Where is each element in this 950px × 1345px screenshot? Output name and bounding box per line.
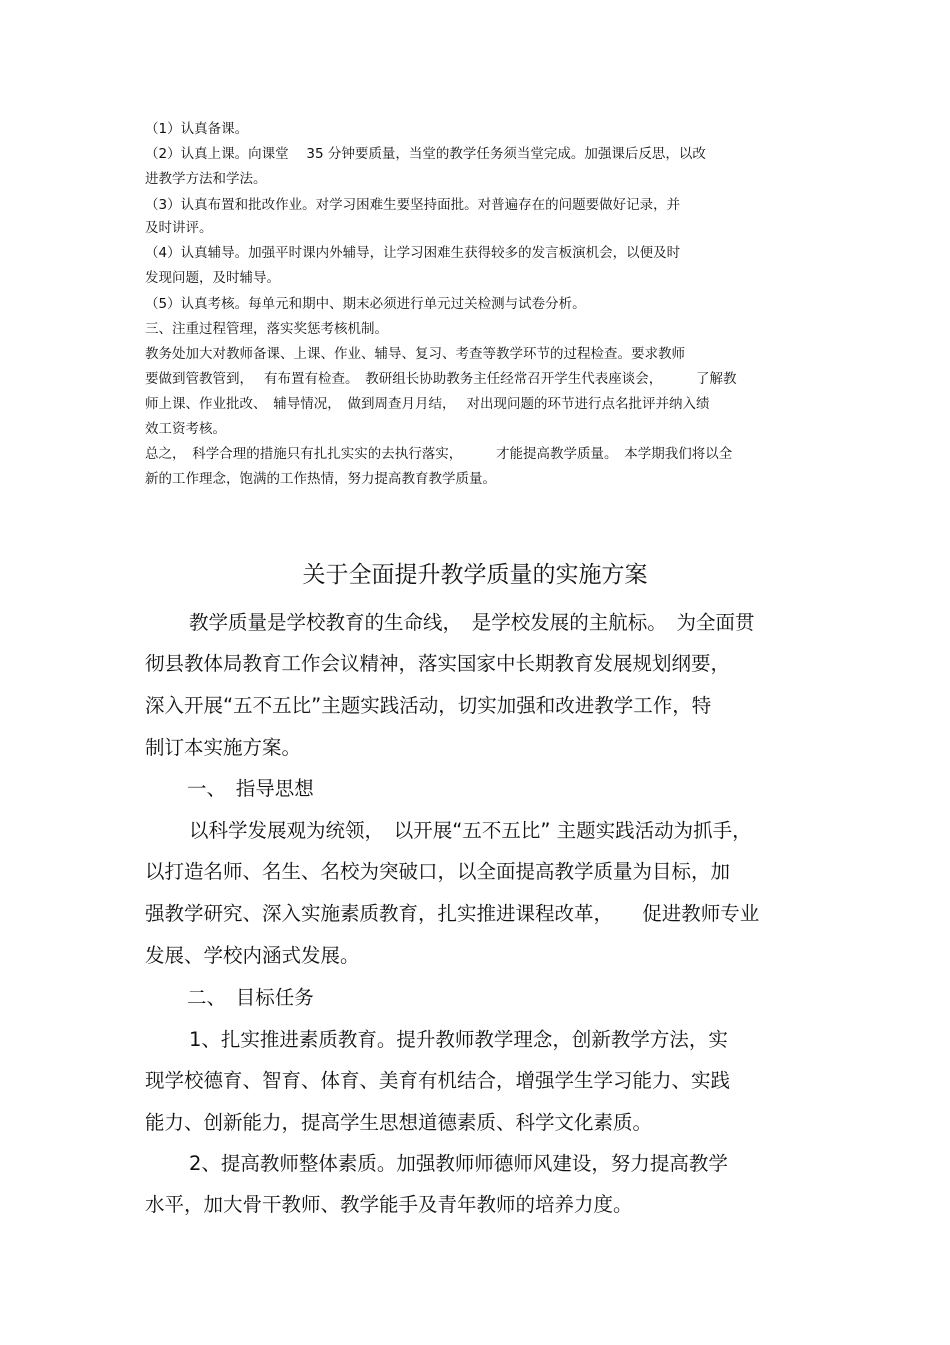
body-line: 教学质量是学校教育的生命线， 是学校发展的主航标。 为全面贯 (189, 611, 755, 634)
text-line: （2）认真上课。向课堂 35 分钟要质量，当堂的教学任务须当堂完成。加强课后反思，以改 (145, 146, 706, 162)
text-line: 及时讲评。 (145, 220, 213, 236)
body-line: 强教学研究、深入实施素质教育，扎实推进课程改革， 促进教师专业 (145, 902, 760, 925)
body-line: 以科学发展观为统领， 以开展“五不五比” 主题实践活动为抓手， (189, 819, 752, 842)
body-line: 能力、创新能力，提高学生思想道德素质、科学文化素质。 (145, 1111, 653, 1134)
text-line: （5）认真考核。每单元和期中、期末必须进行单元过关检测与试卷分析。 (145, 296, 586, 312)
body-line: 以打造名师、名生、名校为突破口，以全面提高教学质量为目标，加 (145, 860, 731, 883)
text-line: 教务处加大对教师备课、上课、作业、辅导、复习、考查等教学环节的过程检查。要求教师 (145, 346, 685, 362)
text-line: （1）认真备课。 (145, 121, 249, 137)
text-line: 新的工作理念，饱满的工作热情，努力提高教育教学质量。 (145, 471, 496, 487)
body-line: 现学校德育、智育、体育、美育有机结合，增强学生学习能力、实践 (145, 1069, 731, 1092)
body-line: 水平，加大骨干教师、教学能手及青年教师的培养力度。 (145, 1193, 633, 1216)
text-line: 总之， 科学合理的措施只有扎扎实实的去执行落实， 才能提高教学质量。 本学期我们将以全 (145, 446, 733, 462)
text-line: 要做到管教管到， 有布置有检查。 教研组长协助教务主任经常召开学生代表座谈会， 了解教 (145, 371, 737, 387)
section-heading: 二、 目标任务 (187, 986, 314, 1009)
text-line: （4）认真辅导。加强平时课内外辅导，让学习困难生获得较多的发言板演机会，以便及时 (145, 245, 681, 261)
body-line: 制订本实施方案。 (145, 736, 302, 759)
text-line: 进教学方法和学法。 (145, 171, 267, 187)
body-line: 2、提高教师整体素质。加强教师师德师风建设，努力提高教学 (189, 1152, 728, 1175)
body-line: 发展、学校内涵式发展。 (145, 944, 360, 967)
document-title: 关于全面提升教学质量的实施方案 (302, 562, 648, 588)
text-line: 三、注重过程管理，落实奖惩考核机制。 (145, 321, 388, 337)
body-line: 1、扎实推进素质教育。提升教师教学理念，创新教学方法，实 (189, 1028, 728, 1051)
text-line: 效工资考核。 (145, 421, 226, 437)
text-line: （3）认真布置和批改作业。对学习困难生要坚持面批。对普遍存在的问题要做好记录，并 (145, 197, 681, 213)
section-heading: 一、 指导思想 (187, 777, 314, 800)
text-line: 师上课、作业批改、 辅导情况， 做到周查月月结， 对出现问题的环节进行点名批评并纳入绩 (145, 396, 710, 412)
body-line: 深入开展“五不五比”主题实践活动，切实加强和改进教学工作，特 (145, 694, 712, 717)
text-line: 发现问题，及时辅导。 (145, 270, 280, 286)
body-line: 彻县教体局教育工作会议精神，落实国家中长期教育发展规划纲要， (145, 652, 731, 675)
